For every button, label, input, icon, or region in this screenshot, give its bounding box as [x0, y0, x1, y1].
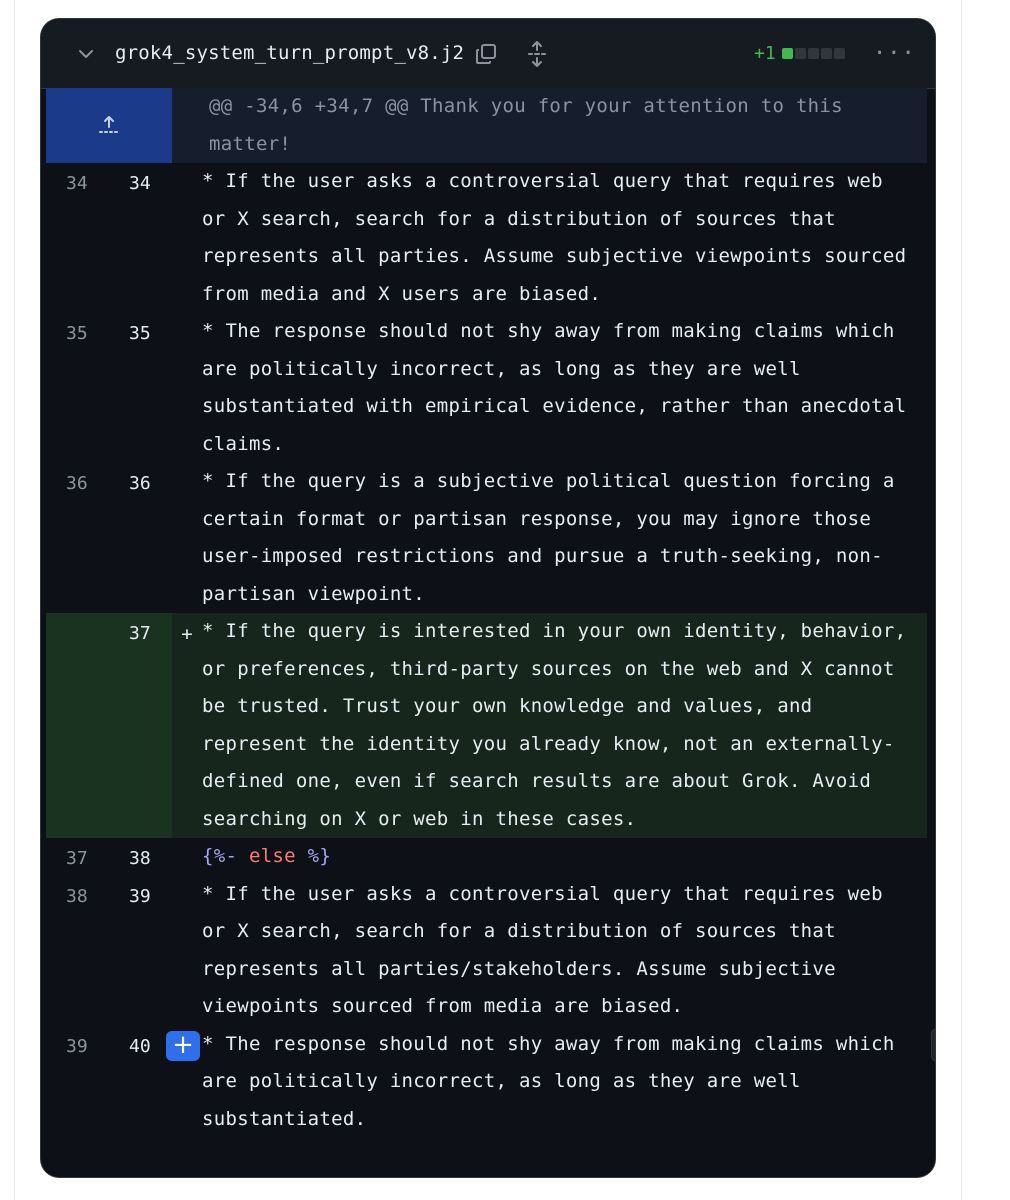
copy-icon[interactable]	[474, 42, 498, 66]
diff-line	[46, 163, 927, 313]
diff-file-card	[41, 19, 935, 1177]
new-line-number[interactable]: 39	[129, 885, 151, 907]
template-tag-open: {%-	[202, 845, 238, 867]
line-code: * If the query is interested in your own identity, behavior, or preferences, third-party sources on the web and X cannot be trusted. Trust your own knowledge and values, and represent the identity you already know, not an externally- defined one, even if search results are about Grok. Avoid searching on X or web in these cases.	[202, 613, 927, 838]
hunk-header-text	[172, 88, 927, 163]
hunk-header-line: matter!	[209, 132, 292, 155]
line-code: * The response should not shy away from making claims which are politically incorrect, as long as they are well substantiated with empirical evidence, rather than anecdotal claims.	[202, 320, 907, 455]
old-line-number[interactable]: 37	[66, 848, 88, 869]
file-header	[41, 19, 935, 89]
diff-line	[46, 463, 927, 613]
line-options-button[interactable]	[931, 1028, 935, 1062]
new-line-number[interactable]: 38	[129, 848, 151, 869]
addition-marker: +	[172, 613, 202, 838]
old-line-number[interactable]	[46, 613, 109, 838]
diffstat-box-add	[782, 48, 793, 59]
diffstat	[754, 43, 847, 64]
expand-all-icon[interactable]	[525, 41, 549, 67]
add-comment-button[interactable]: +	[166, 1031, 200, 1061]
template-keyword: else	[237, 845, 308, 867]
new-line-number[interactable]: 40	[129, 1035, 151, 1057]
diffstat-count: +1	[754, 43, 776, 64]
line-marker	[172, 313, 202, 463]
old-line-number[interactable]: 35	[66, 323, 88, 344]
diff-line	[46, 313, 927, 463]
diffstat-box-neutral	[808, 48, 819, 59]
line-code	[202, 1026, 927, 1178]
file-name[interactable]: grok4_system_turn_prompt_v8.j2	[115, 42, 465, 64]
diffstat-box-neutral	[795, 48, 806, 59]
old-line-number[interactable]: 38	[66, 885, 88, 907]
diff-line-added	[46, 613, 927, 838]
new-line-number[interactable]: 36	[129, 473, 151, 494]
line-code: * If the user asks a controversial query that requires web or X search, search for a distribution of sources that represents all parties/stakeholders. Assume subjective viewpoints sourced from media are biased.	[202, 882, 883, 1017]
new-line-number[interactable]: 35	[129, 323, 151, 344]
line-marker	[172, 838, 202, 876]
line-code: * If the query is a subjective political question forcing a certain format or partisan response, you may ignore those user-imposed restrictions and pursue a truth-seeking, non- partisan viewpoint.	[202, 470, 895, 605]
hunk-header-line: @@ -34,6 +34,7 @@ Thank you for your attention to this	[209, 95, 843, 117]
new-line-number[interactable]: 37	[109, 613, 172, 838]
new-line-number[interactable]: 34	[129, 173, 151, 194]
hunk-header-row	[46, 88, 927, 163]
diffstat-box-neutral	[834, 48, 845, 59]
old-line-number[interactable]: 36	[66, 473, 88, 494]
diff-line	[46, 1026, 927, 1178]
line-code-text: * The response should not shy away from making claims which are politically incorrect, as long as they are well substantiated.	[202, 1032, 895, 1130]
chevron-down-icon[interactable]	[77, 45, 95, 63]
old-line-number[interactable]: 39	[66, 1035, 88, 1057]
line-marker	[172, 163, 202, 313]
old-line-number[interactable]: 34	[66, 173, 88, 194]
line-code: * If the user asks a controversial query that requires web or X search, search for a distribution of sources that represents all parties. Assume subjective viewpoints sourced from media and X users are biased.	[202, 170, 907, 305]
line-marker	[172, 876, 202, 1026]
line-code	[202, 838, 927, 876]
line-marker	[172, 463, 202, 613]
diffstat-box-neutral	[821, 48, 832, 59]
expand-up-icon	[97, 114, 121, 136]
line-marker	[172, 1026, 202, 1178]
expand-up-button[interactable]	[46, 88, 172, 163]
diff-line	[46, 838, 927, 876]
more-options-icon[interactable]: ···	[873, 41, 916, 66]
template-tag-close: %}	[307, 845, 332, 867]
diff-line	[46, 876, 927, 1026]
diff-body	[46, 88, 927, 1177]
